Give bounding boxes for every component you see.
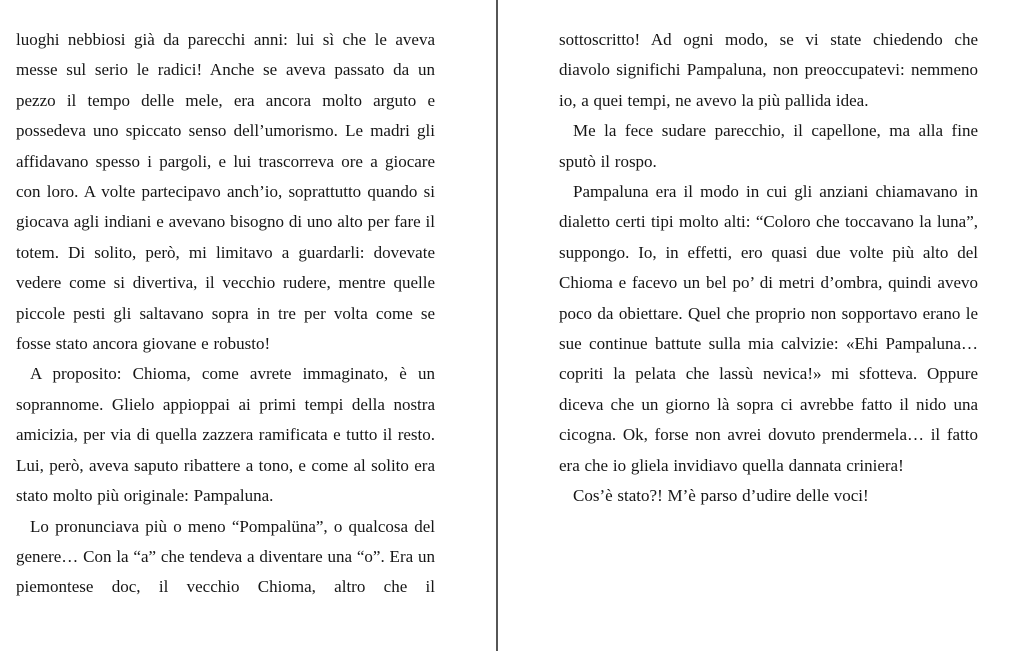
- paragraph: Cos’è stato?! M’è parso d’udire delle voci!: [573, 486, 869, 506]
- paragraph: Pampaluna era il modo in cui gli anziani chiamavano in dialetto certi tipi molto alti: “Coloro che toccavano la luna”, suppongo. Io, in effetti, ero quasi due volte più alto del Chioma e facevo un bel po’ di metri d’ombra, quindi avevo poco da obiettare. Quel che proprio non sopportavo erano le sue continue battute sulla mia calvizie: «Ehi Pampaluna… copriti la pelata che lassù nevica!» mi sfotteva. Oppure diceva che un giorno là sopra ci avrebbe fatto il nido una cicogna. Ok, forse non avrei dovuto prendermela… il fatto era che io gliela invidiavo quella dannata criniera!: [559, 182, 978, 475]
- right-page[interactable]: [559, 25, 978, 635]
- paragraph: Me la fece sudare parecchio, il capellone, ma alla fine sputò il rospo.: [559, 121, 978, 171]
- right-page-text: [559, 25, 978, 512]
- page-divider: [496, 0, 498, 651]
- paragraph: A proposito: Chioma, come avrete immaginato, è un soprannome. Glielo appioppai ai primi tempi della nostra amicizia, per via di quella zazzera ramificata e tutto il resto. Lui, però, aveva saputo ribattere a tono, e come al solito era stato molto più originale: Pampaluna.: [16, 364, 435, 506]
- left-page[interactable]: [16, 25, 435, 635]
- paragraph: Lo pronunciava più o meno “Pompalüna”, o qualcosa del genere… Con la “a” che tendeva a diventare una “o”. Era un piemontese doc, il vecchio Chioma, altro che il: [16, 516, 435, 597]
- left-page-text: [16, 25, 435, 603]
- paragraph: luoghi nebbiosi già da parecchi anni: lui sì che le aveva messe sul serio le radici! Anche se aveva passato da un pezzo il tempo delle mele, era ancora molto arguto e possedeva uno spiccato senso dell’umorismo. Le madri gli affidavano spesso i pargoli, e lui trascorreva ore a giocare con loro. A volte partecipavo anch’io, soprattutto quando si giocava agli indiani e avevano bisogno di uno alto per fare il totem. Di solito, però, mi limitavo a guardarli: dovevate vedere come si divertiva, il vecchio rudere, mentre quelle piccole pesti gli saltavano sopra in tre per volta come se fosse stato ancora giovane e robusto!: [16, 30, 435, 354]
- paragraph: sottoscritto! Ad ogni modo, se vi state chiedendo che diavolo significhi Pampaluna, non preoccupatevi: nemmeno io, a quei tempi, ne avevo la più pallida idea.: [559, 30, 978, 110]
